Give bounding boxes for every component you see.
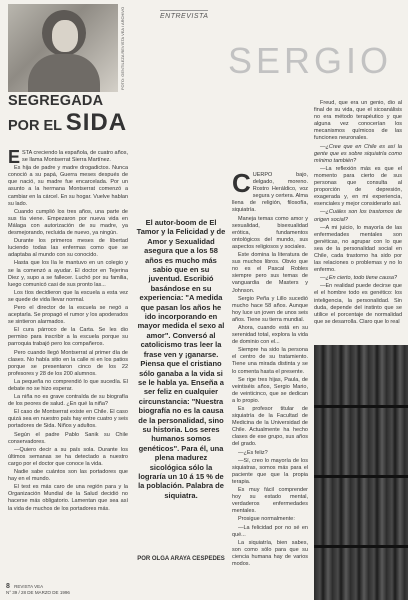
center-para-1: UERPO bajo, delgado, moreno. Rostro Heráldico, voz segura y certera. Alma llena de religión, filosofía, siquiatría. — [232, 172, 308, 214]
left-article-column: ESTA creciendo la española, de cuatro años, se llama Montserrat Sierra Martínez. Es hija de padre y madre drogadictos. Nunca conoció a su papá, Guerra meses después de que nació, su madre fue encarcelada. Por un asunto a la hermana Montserrat comenzó a cambiar en la cárcel. En su hogar. Vuelve hablan su lado. Cuando cumplió los tres años, una parte de sus tía viene. Empezaron por nueva vida en Málaga con autorización de su madre, ya desmejorando, recluida de nuevo, ya ningún. Durante los primeros meses de libertad luciendo todas las enfermas como que se adaptaba al mundo con su conocido. Hasta que los lía le mantuvo en un colegio y se la comenzó a ayudar. El doctor en Tejerina Diez y, supo a se fallecer. Luchó por su familia, luego comunicó casi de sus pronto las... Los tíos decidieron que la escuela a esta vez se quede de vida llevar normal. Pero el director de la escuela se negó a aceptarla. Se propagó el rumor y los apoderados se sintieron alarmados. El cura párroco de la Carta. Se les dio permiso para inscribir a la escuela porque su parroquia trabajó pero los compañeros. Pero cuando llegó Montserrat al primer día de clases. No había sitio en la calle ni en los patios porque se presentaron cinco de los 22 profesores y 28 de los 200 alumnos. La pequeña no comprendió lo que sucedía. El debate no se hizo esperar. La niña no es grave contraída de su biografía de los peores de salud. ¿En qué la niña? El caso de Montserrat existe en Chile. El caso quizá sea en nuestro país hay entre cuatro y seis portadores de Sida. Niños y adultos. Según el padre Pablo Sanik su Chile conservadores. —Quiero decir a su país sola. Durante los últimos semanas se ha detectado a nuestro cargo por el doctor que conoce la vida. Nadie sabe cuántos son las portadores que hay en el mundo. El test es más caro de una región para y la Organización Mundial de la Salud decidió no hacerse más obligatorio. Lamentan que sea así la vida de muchos de los portadores más. — [8, 150, 128, 512]
center-para-3: Este domina la literatura de sus muchos libros. Obvio que no es el Pascal Robles siempre pero sus temas de vanguardia de Masters y Johnson. — [232, 252, 308, 294]
page-number: 8 — [6, 583, 10, 590]
center-para-14: La siquiatría, bien sabes, son como sólo para que su ciencia humana hay de varios modos. — [232, 539, 308, 567]
center-para-2: Maneja temas como amor y sexualidad, bisexualidad erótica, fundamentos ontológicos del mundo, sus aspectos religiosos y sociales. — [232, 215, 308, 250]
magazine-name: REVISTA VEA — [14, 584, 44, 589]
center-para-8: Es profesor titular de siquiatría de la Facultad de Medicina de la Universidad de Chile. Actualmente ha hecho clases de ese grupo, sus años del grado. — [232, 406, 308, 448]
right-para-1: Freud, que era un genio, dio al final de su vida, que el sicoanálisis no era método terapéutico y que alguna vez conocerían los mecanismos químicos de las funciones neuronales. — [314, 100, 402, 142]
left-para-10: La pequeña no comprendió lo que sucedía. El debate no se hizo esperar. — [8, 378, 128, 392]
byline: POR OLGA ARAYA CESPEDES — [137, 556, 225, 562]
center-para-12: Prosigue normalmente: — [238, 516, 295, 523]
left-para-16: El test es más caro de una región para y la Organización Mundial de la Salud decidió no hacerse más obligatorio. Lamentan que sea así la vida de muchos de los portadores más. — [8, 484, 128, 512]
section-tag: ENTREVISTA — [160, 10, 208, 20]
drop-cap: C — [232, 172, 251, 198]
center-article-column — [232, 172, 308, 588]
headline-line2 — [8, 109, 136, 137]
girl-photo — [8, 4, 118, 92]
interview-title: SERGIO — [228, 40, 393, 81]
right-article-column — [314, 100, 402, 340]
headline-line1: SEGREGADA — [8, 93, 104, 109]
headline-big: SIDA — [65, 109, 128, 136]
right-para-2: —¿Cree que en Chile es así la gente que es sobre siquiatría como mínimo también? — [314, 143, 402, 164]
center-para-10: —Sí, creo lo mayoría de los siquiatras, somos más para el paciente que que la propia terapia. — [232, 457, 308, 485]
pull-quote: El autor-boom de El Tamor y la Felicidad y de Amor y Sexualidad asegura que a los 58 años es mucho más sabio que en su juventud. Escribió basándose en su experiencia: "A medida que pasan los años he ido incorporando en mayor medida el sexo al amor". Conversó al catolicismo tras leer la frase ven y ¡ganarse. Piensa que el cristiano sólo ganaba a la vida si se le habla ya. Enseña a ser feliz en cualquier circunstancia: "Nuestra biografía no es la causa de la personalidad, sino su historia. Los seres humanos somos genéticos". Para él, una plena madurez sicológica sólo la lograría un 10 á 15 % de la población. Palabra de siquiatra. — [136, 218, 226, 500]
left-para-3: Cuando cumplió los tres años, una parte de sus tía viene. Empezaron por nueva vida en Málaga con autorización de su madre, ya desmejorando, recluida de nuevo, ya ningún. — [8, 208, 128, 237]
right-para-5: —A mi juicio, lo mayoría de las enfermedades mentales son genéticas, no agrupar con lo que sea de la personalidad social en Chile, cada trastorno ha sido por las relaciones o problemas y no lo enfermo. — [314, 224, 402, 274]
left-para-13: Según el padre Pablo Sanik su Chile conservadores. — [8, 431, 128, 445]
photo-credit: FOTO: GENTILEZA REVISTA VEA / ARCHIVO — [120, 6, 125, 90]
left-para-12: El caso de Montserrat existe en Chile. El caso quizá sea en nuestro país hay entre cuatro y seis portadores de Sida. Niños y adultos. — [8, 409, 128, 430]
left-para-5: Hasta que los lía le mantuvo en un colegio y se la comenzó a ayudar. El doctor en Tejerina Diez y, supo a se fallecer. Luchó por su familia, luego comunicó casi de sus pronto las... — [8, 260, 128, 288]
left-para-14: —Quiero decir a su país sola. Durante los últimos semanas se ha detectado a nuestro cargo por el doctor que conoce la vida. — [8, 446, 128, 467]
right-para-3: —La reflexión más es que el momento para cierto de sus personas que consulta al proporción de depresión, exagerada y, en mi experiencia, esenciales y mejor considerarlo así. — [314, 165, 402, 208]
bookshelf-photo — [314, 345, 408, 600]
left-para-6: Los tíos decidieron que la escuela a esta vez se quede de vida llevar normal. — [8, 289, 128, 303]
left-para-1: STA creciendo la española, de cuatro años, se llama Montserrat Sierra Martínez. — [22, 150, 128, 164]
center-para-6: Siempre ha sido la persona el centro de su tratamiento. Tiene una mirada distinta y se lo comenta hasta el presente. — [232, 347, 308, 375]
right-para-4: —¿Cuáles son los trastornos de origen social? — [314, 209, 402, 223]
right-para-6: —¿En cierto, todo tiene causa? — [320, 275, 398, 282]
left-para-15: Nadie sabe cuántos son las portadores que hay en el mundo. — [8, 469, 128, 483]
center-para-13: —La felicidad por no sé en qué... — [232, 524, 308, 538]
center-para-5: Ahora, cuando está en su serenidad total, explora la vida de dominio con el... — [232, 324, 308, 346]
left-para-11: La niña no es grave contraída de su biografía de los peores de salud. ¿En qué la niña? — [8, 394, 128, 408]
article-headline — [8, 93, 136, 137]
right-para-7: —En realidad puede decirse que el el hombre todo es genético: los inteligencia, la personalidad. Sin duda, depende del instinto que se utilice el porcentaje de normalidad que se desarrolla. Claro que lo real — [314, 283, 402, 325]
page-footer — [6, 584, 70, 595]
left-para-7: Pero el director de la escuela se negó a aceptarla. Se propagó el rumor y los apoderados se sintieron alarmados. — [8, 304, 128, 326]
center-para-11: Es muy fácil comprender hoy su estado mental, verdaderos enfermedades mentales. — [232, 487, 308, 515]
center-para-4: Sergio Peña y Lillo sucedió mucho hace 58 años. Aunque hoy luce un joven de unos seis años. Tiene su tierra mundial. — [232, 295, 308, 323]
issue-info: N° 39 / 28 DE MARZO DE 1996 — [6, 589, 70, 595]
center-para-7: Se rige tres hijas, Paula, de veintiséis años, Sergio Mario, de veinticinco, que se dedican a lo propio. — [232, 376, 308, 404]
headline-prefix: POR EL — [8, 118, 62, 134]
left-para-9: Pero cuando llegó Montserrat al primer día de clases. No había sitio en la calle ni en los patios porque se presentaron cinco de los 22 profesores y 28 de los 200 alumnos. — [8, 349, 128, 377]
left-para-8: El cura párroco de la Carta. Se les dio permiso para inscribir a la escuela porque su parroquia trabajó pero los compañeros. — [8, 327, 128, 348]
left-para-4: Durante los primeros meses de libertad luciendo todas las enfermas como que se adaptaba al mundo con su conocido. — [8, 238, 128, 259]
center-para-9: —¿Es feliz? — [238, 449, 268, 456]
left-para-2: Es hija de padre y madre drogadictos. Nunca conoció a su papá, Guerra meses después de que nació, su madre fue encarcelada. Por un asunto a la hermana Montserrat comenzó a cambiar en la cárcel. En su hogar. Vuelve hablan su lado. — [8, 165, 128, 207]
